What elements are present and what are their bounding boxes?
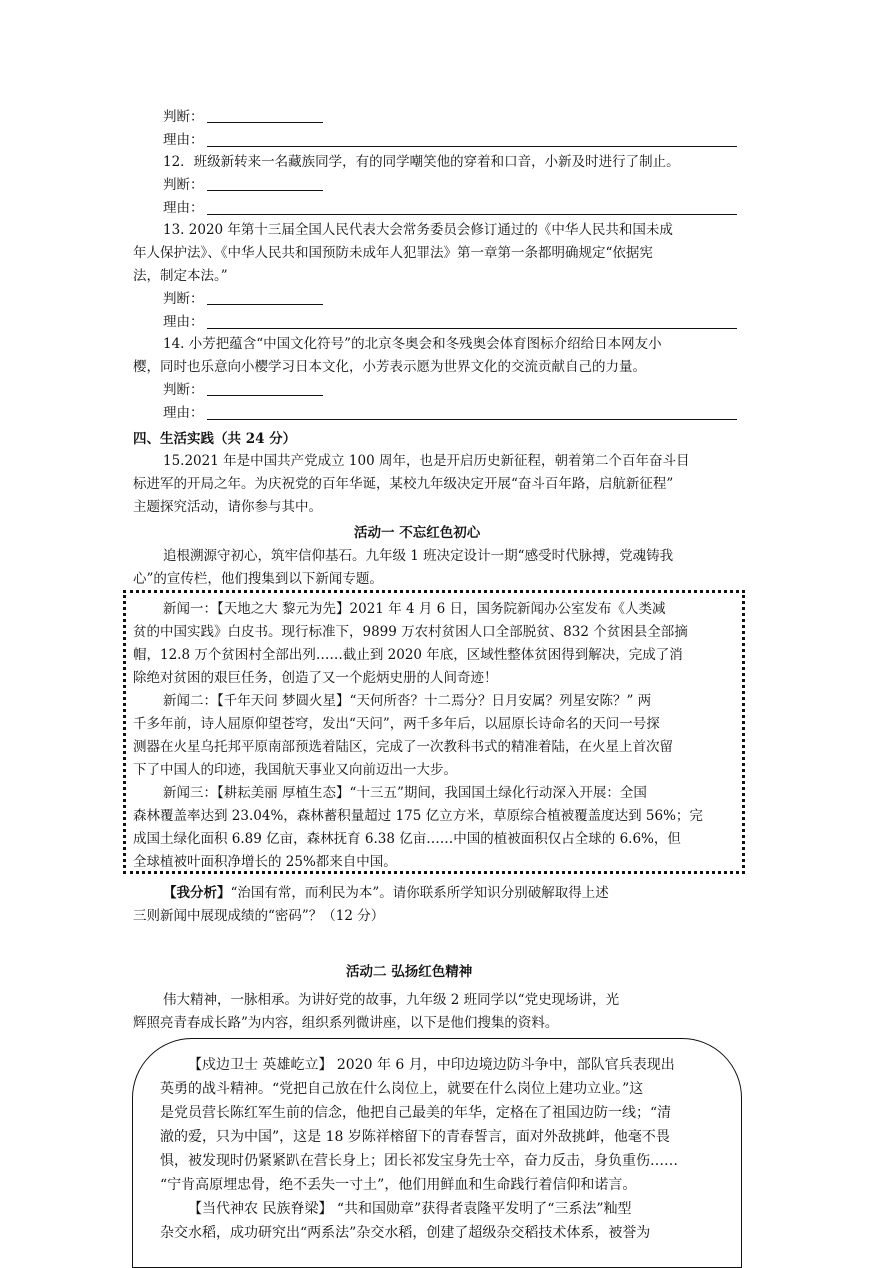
q12-reason-label: 理由： (163, 200, 204, 216)
q14-line-2: 樱，同时也乐意向小樱学习日本文化，小芳表示愿为世界文化的交流贡献自己的力量。 (133, 359, 646, 375)
material-line: 是党员营长陈红军生前的信念，他把自己最美的年华，定格在了祖国边防一线；“清 (160, 1105, 672, 1121)
q13-line-2: 年人保护法》、《中华人民共和国预防未成年人犯罪法》第一章第一条都明确规定“依据宪 (133, 245, 653, 261)
q12-text: 12．班级新转来一名藏族同学，有的同学嘲笑他的穿着和口音，小新及时进行了制止。 (163, 154, 680, 170)
activity-2-line-1: 伟大精神，一脉相承。为讲好党的故事，九年级 2 班同学以“党史现场讲，光 (163, 992, 620, 1008)
news-line: 新闻三：【耕耘美丽 厚植生态】“十三五”期间，我国国土绿化行动深入开展：全国 (163, 785, 647, 801)
q14-line-1: 14. 小芳把蕴含“中国文化符号”的北京冬奥会和冬残奥会体育图标介绍给日本网友小 (163, 336, 662, 352)
activity-2-line-2: 辉照亮青春成长路”为内容，组织系列微讲座，以下是他们搜集的资料。 (133, 1015, 559, 1031)
q15-line-3: 主题探究活动，请你参与其中。 (133, 499, 322, 515)
q13-judge-blank[interactable] (207, 304, 323, 305)
material-line: “宁肯高原埋忠骨，绝不丢失一寸土”，他们用鲜血和生命践行着信仰和诺言。 (160, 1177, 637, 1193)
news-line: 成国土绿化面积 6.89 亿亩，森林抚育 6.38 亿亩……中国的植被面积仅占全球的 6.6%，但 (133, 831, 681, 847)
material-line: 澈的爱，只为中国”，这是 18 岁陈祥榕留下的青春誓言，面对外敌挑衅，他毫不畏 (160, 1129, 670, 1145)
news-line: 贫的中国实践》白皮书。现行标准下，9899 万农村贫困人口全部脱贫、832 个贫困县全部摘 (133, 624, 688, 640)
news-line: 千多年前，诗人屈原仰望苍穹，发出“天问”，两千多年后，以屈原长诗命名的天问一号探 (133, 716, 660, 732)
q14-judge-label: 判断： (163, 382, 204, 398)
q14-judge-blank[interactable] (207, 395, 323, 396)
news-line: 下了中国人的印迹，我国航天事业又向前迈出一大步。 (133, 762, 457, 778)
q14-reason-blank[interactable] (207, 419, 737, 420)
q13-line-1: 13. 2020 年第十三届全国人民代表大会常务委员会修订通过的《中华人民共和国未成 (163, 222, 673, 238)
news-line: 全球植被叶面积净增长的 25%都来自中国。 (133, 854, 397, 870)
q13-judge-label: 判断： (163, 291, 204, 307)
news-line: 测器在火星乌托邦平原南部预选着陆区，完成了一次教科书式的精准着陆，在火星上首次留 (133, 739, 673, 755)
analysis-text: “治国有常，而利民为本”。请你联系所学知识分别破解取得上述 (230, 885, 609, 901)
q12-reason-blank[interactable] (207, 214, 737, 215)
material-line: 【戍边卫士 英雄屹立】 2020 年 6 月，中印边境边防斗争中，部队官兵表现出 (188, 1057, 675, 1073)
q14-reason-label: 理由： (163, 405, 204, 421)
analysis-label: 【我分析】 (163, 885, 231, 901)
q15-line-2: 标进军的开局之年。为庆祝党的百年华诞，某校九年级决定开展“奋斗百年路，启航新征程” (133, 476, 674, 492)
activity-1-title: 活动一 不忘红色初心 (354, 525, 481, 541)
activity-1-line-1: 追根溯源守初心，筑牢信仰基石。九年级 1 班决定设计一期“感受时代脉搏，党魂铸我 (163, 548, 674, 564)
q15-line-1: 15.2021 年是中国共产党成立 100 周年，也是开启历史新征程，朝着第二个百年奋斗目 (163, 453, 690, 469)
section-4-title: 四、生活实践（共 24 分） (133, 431, 297, 447)
q11-reason-blank[interactable] (207, 146, 737, 147)
q13-reason-label: 理由： (163, 314, 204, 330)
q13-reason-blank[interactable] (207, 328, 737, 329)
analysis-line-1 (163, 883, 609, 903)
q11-reason-label: 理由： (163, 132, 204, 148)
material-line: 惧，被发现时仍紧紧趴在营长身上；团长祁发宝身先士卒，奋力反击，身负重伤…… (160, 1153, 678, 1169)
news-line: 新闻二：【千年天问 梦圆火星】“天何所沓？十二焉分？日月安属？列星安陈？” 两 (163, 693, 652, 709)
q11-judge-blank[interactable] (207, 122, 323, 123)
q12-judge-label: 判断： (163, 177, 204, 193)
news-line: 帽，12.8 万个贫困村全部出列……截止到 2020 年底，区域性整体贫困得到解决，完成了消 (133, 647, 683, 663)
analysis-line-2: 三则新闻中展现成绩的“密码”？（12 分） (133, 908, 385, 924)
activity-1-line-2: 心”的宣传栏，他们搜集到以下新闻专题。 (133, 571, 383, 587)
news-line: 除绝对贫困的艰巨任务，创造了又一个彪炳史册的人间奇迹！ (133, 670, 498, 686)
material-line: 【当代神农 民族脊梁】 “共和国勋章”获得者袁隆平发明了“三系法”籼型 (188, 1201, 632, 1217)
material-line: 英勇的战斗精神。“党把自己放在什么岗位上，就要在什么岗位上建功立业。”这 (160, 1081, 644, 1097)
news-line: 森林覆盖率达到 23.04%，森林蓄积量超过 175 亿立方米，草原综合植被覆盖度达到 56%；完 (133, 808, 703, 824)
activity-2-title: 活动二 弘扬红色精神 (346, 964, 473, 980)
q12-judge-blank[interactable] (207, 190, 323, 191)
news-line: 新闻一：【天地之大 黎元为先】2021 年 4 月 6 日，国务院新闻办公室发布《人类减 (163, 601, 666, 617)
q11-judge-label: 判断： (163, 109, 204, 125)
material-line: 杂交水稻，成功研究出“两系法”杂交水稻，创建了超级杂交稻技术体系，被誉为 (160, 1225, 651, 1241)
q13-line-3: 法，制定本法。” (133, 268, 228, 284)
